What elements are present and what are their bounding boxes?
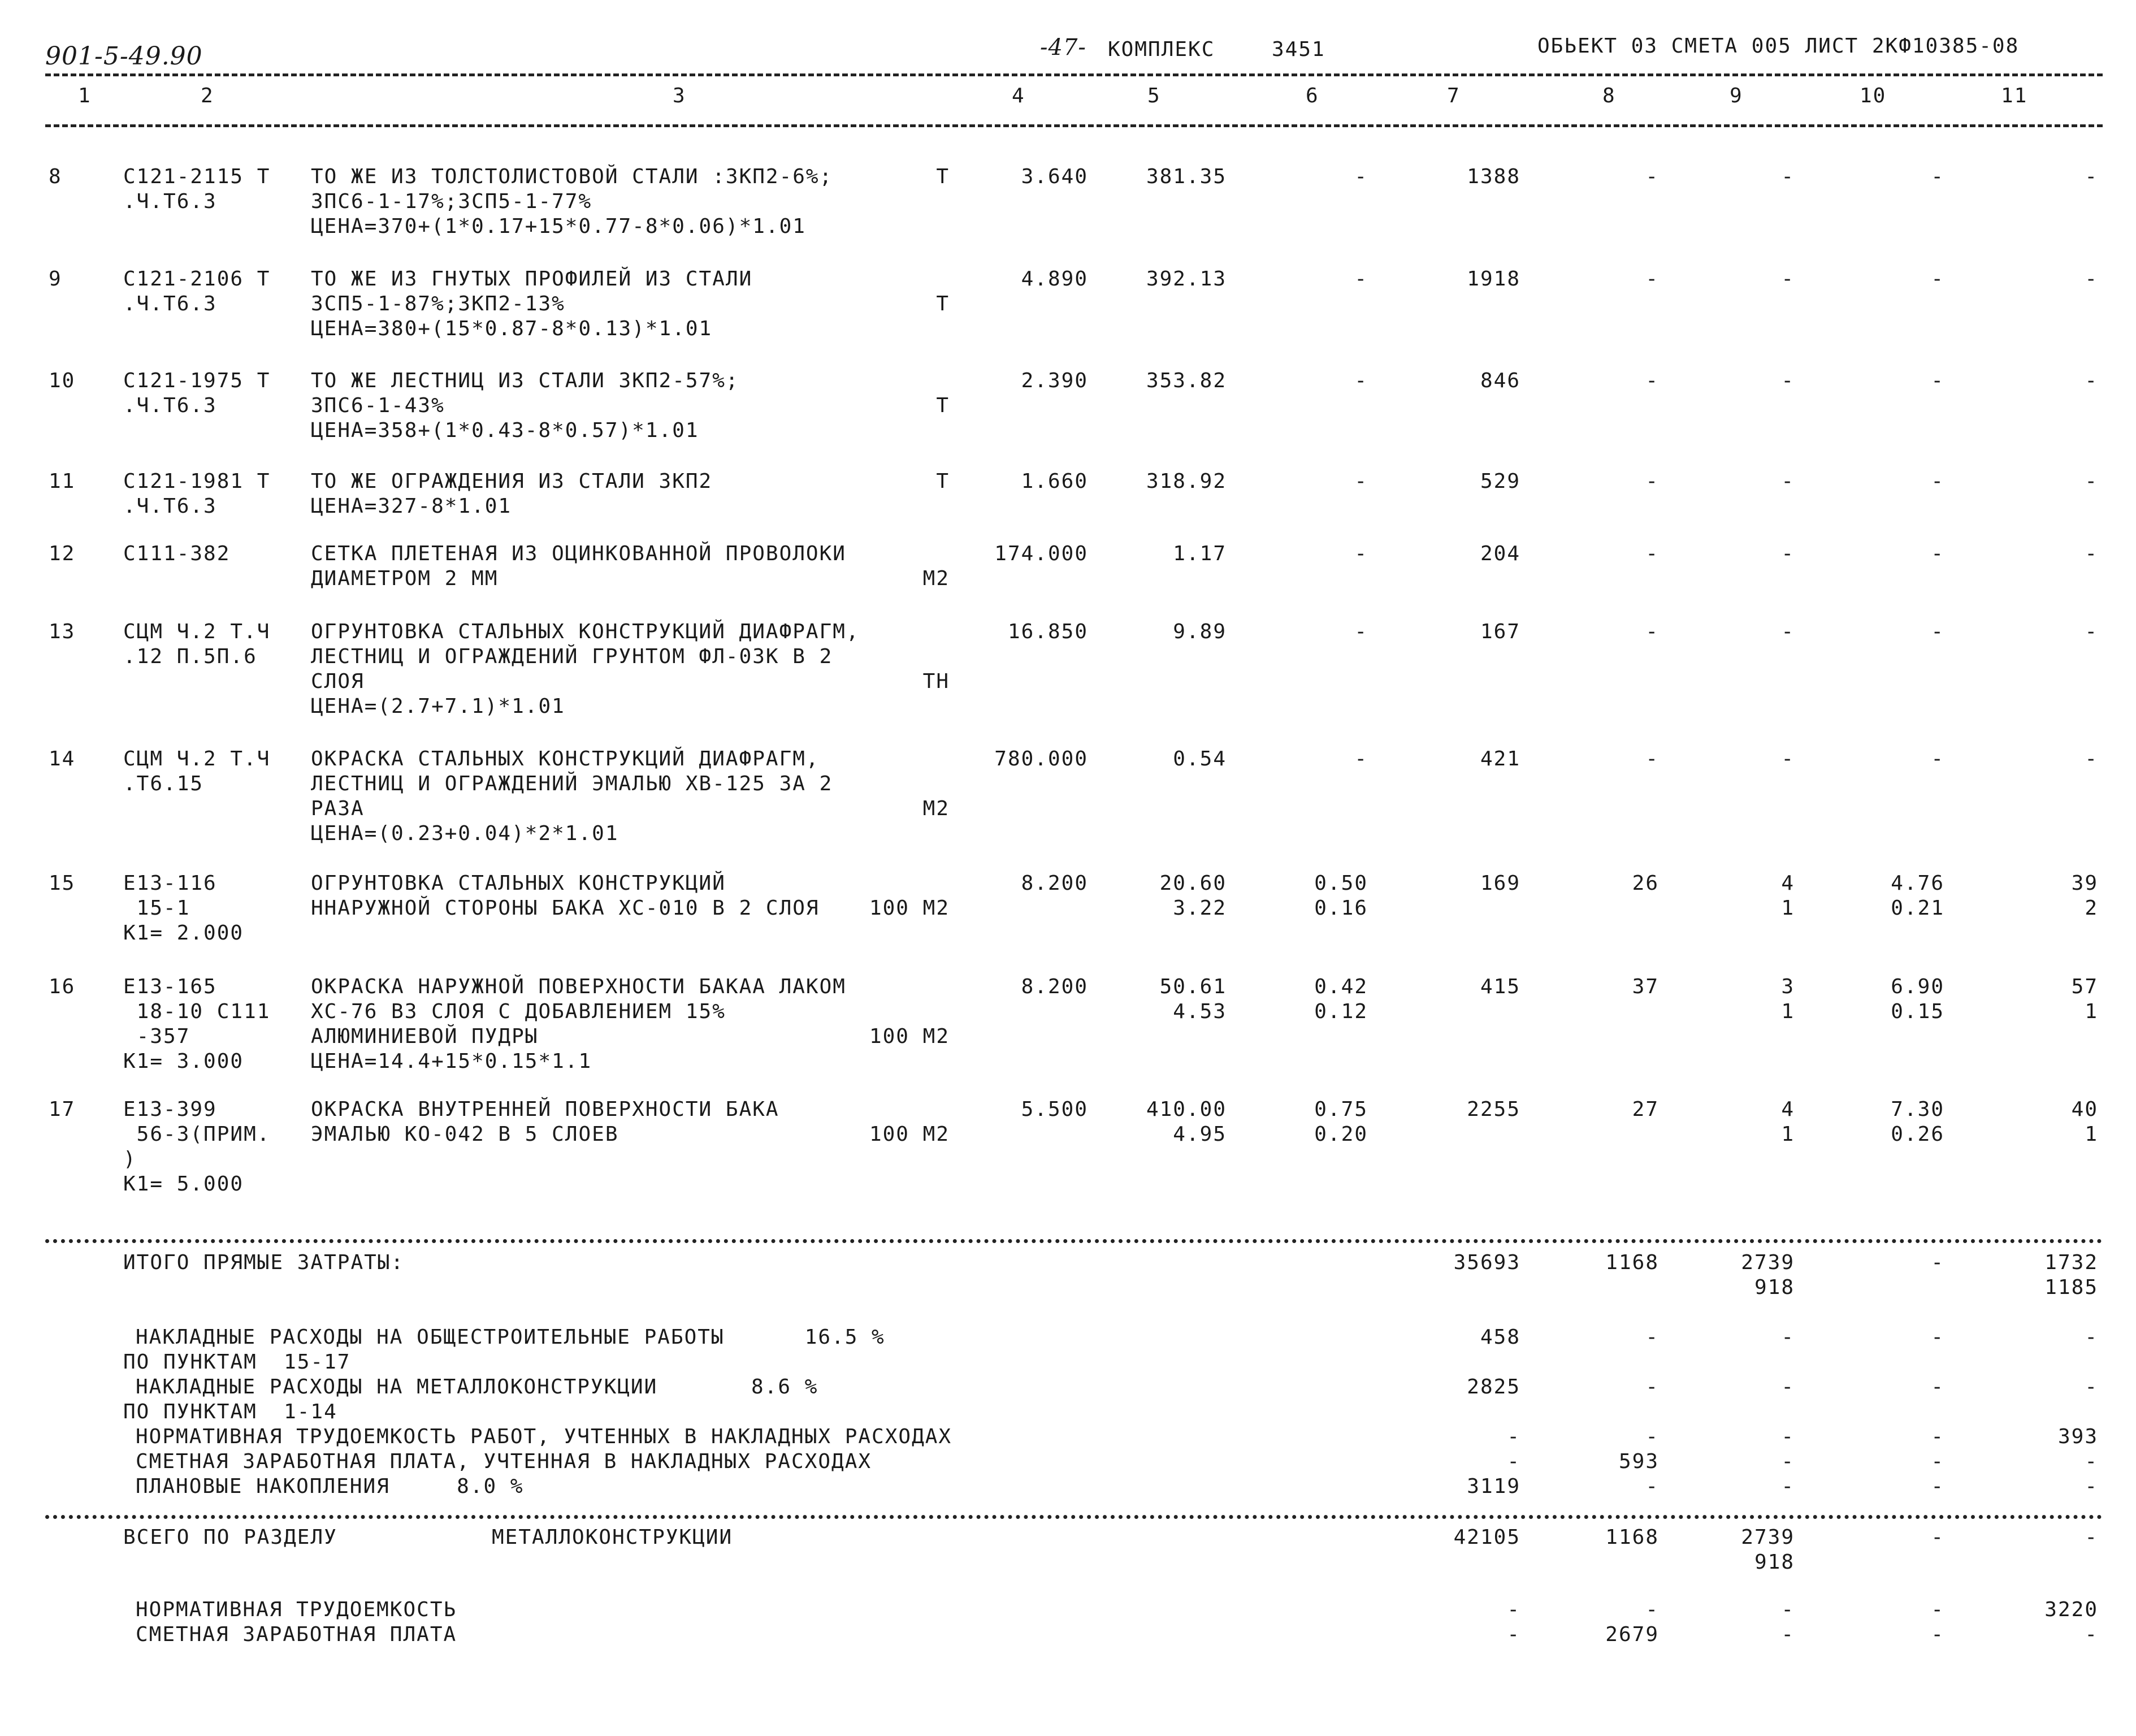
- col-number: 7: [1447, 84, 1461, 107]
- total-c9: -: [1781, 1623, 1795, 1646]
- work-description: ЦЕНА=(2.7+7.1)*1.01: [311, 695, 565, 718]
- col-6-value: -: [1354, 542, 1368, 565]
- unit-price: 4.95: [1173, 1123, 1227, 1146]
- row-number: 10: [49, 369, 76, 392]
- total-c11: -: [2085, 1450, 2098, 1473]
- col-number: 6: [1306, 84, 1319, 107]
- total-c7: 3119: [1467, 1475, 1520, 1498]
- row-number: 9: [49, 267, 62, 291]
- unit-of-measure: 100 М2: [869, 1025, 950, 1048]
- col-11-value: -: [2085, 369, 2098, 392]
- total-c9: -: [1781, 1425, 1795, 1448]
- unit-price: 20.60: [1159, 872, 1227, 895]
- col-6-value: 0.12: [1314, 1000, 1368, 1023]
- col-6-value: -: [1354, 267, 1368, 291]
- row-number: 8: [49, 165, 62, 188]
- rate-code: СЦМ Ч.2 Т.Ч: [123, 620, 271, 643]
- quantity: 8.200: [1021, 975, 1088, 998]
- estimated-wage-label: СМЕТНАЯ ЗАРАБОТНАЯ ПЛАТА: [136, 1623, 457, 1646]
- total-cost: 421: [1480, 747, 1520, 770]
- rate-code: .Ч.Т6.3: [123, 190, 217, 213]
- section-total-label: ВСЕГО ПО РАЗДЕЛУ: [123, 1526, 337, 1549]
- total-c11: 3220: [2044, 1598, 2098, 1621]
- work-description: ЦЕНА=370+(1*0.17+15*0.77-8*0.06)*1.01: [311, 215, 806, 238]
- rate-code: СЦМ Ч.2 Т.Ч: [123, 747, 271, 770]
- unit-price: 392.13: [1146, 267, 1227, 291]
- total-c11: -: [2085, 1375, 2098, 1399]
- total-c9: -: [1781, 1598, 1795, 1621]
- col-9-value: -: [1781, 369, 1795, 392]
- rate-code: Е13-116: [123, 872, 217, 895]
- direct-costs-label: ИТОГО ПРЯМЫЕ ЗАТРАТЫ:: [123, 1251, 405, 1274]
- rate-code: ): [123, 1148, 137, 1171]
- labor-overhead-label: НОРМАТИВНАЯ ТРУДОЕМКОСТЬ РАБОТ, УЧТЕННЫХ В НАКЛАДНЫХ РАСХОДАХ: [136, 1425, 952, 1448]
- complex-number: 3451: [1272, 38, 1325, 61]
- total-cost: 1918: [1467, 267, 1520, 291]
- unit-price: 0.54: [1173, 747, 1227, 770]
- quantity: 1.660: [1021, 470, 1088, 493]
- col-9-value: -: [1781, 747, 1795, 770]
- col-11-value: -: [2085, 747, 2098, 770]
- unit-of-measure: 100 М2: [869, 1123, 950, 1146]
- quantity: 5.500: [1021, 1098, 1088, 1121]
- col-11-value: 57: [2071, 975, 2098, 998]
- col-number: 9: [1730, 84, 1743, 107]
- total-cost: 846: [1480, 369, 1520, 392]
- rate-code: Е13-165: [123, 975, 217, 998]
- total-c7: -: [1507, 1598, 1520, 1621]
- col-10-value: 0.21: [1891, 897, 1944, 920]
- col-6-value: 0.75: [1314, 1098, 1368, 1121]
- unit-price: 318.92: [1146, 470, 1227, 493]
- col-number: 8: [1602, 84, 1616, 107]
- rate-code: С121-1975 Т: [123, 369, 271, 392]
- total-c8: 1168: [1605, 1251, 1659, 1274]
- col-6-value: 0.42: [1314, 975, 1368, 998]
- work-description: ЭМАЛЬЮ КО-042 В 5 СЛОЕВ: [311, 1123, 619, 1146]
- total-c10: -: [1931, 1425, 1944, 1448]
- work-description: ЦЕНА=(0.23+0.04)*2*1.01: [311, 822, 619, 845]
- col-9-value: -: [1781, 620, 1795, 643]
- col-11-value: 39: [2071, 872, 2098, 895]
- rate-code: -357: [123, 1025, 190, 1048]
- total-cost: 529: [1480, 470, 1520, 493]
- work-description: ДИАМЕТРОМ 2 ММ: [311, 567, 499, 590]
- unit-price: 381.35: [1146, 165, 1227, 188]
- col-number: 4: [1012, 84, 1025, 107]
- col-8-value: -: [1645, 747, 1659, 770]
- col-11-value: -: [2085, 165, 2098, 188]
- total-c10: -: [1931, 1475, 1944, 1498]
- total-c10: -: [1931, 1526, 1944, 1549]
- row-number: 16: [49, 975, 76, 998]
- col-8-value: -: [1645, 165, 1659, 188]
- col-9-value: 1: [1781, 1123, 1795, 1146]
- col-6-value: -: [1354, 747, 1368, 770]
- col-10-value: 0.15: [1891, 1000, 1944, 1023]
- total-c8: -: [1645, 1375, 1659, 1399]
- col-10-value: 0.26: [1891, 1123, 1944, 1146]
- work-description: ТО ЖЕ ОГРАЖДЕНИЯ ИЗ СТАЛИ 3КП2: [311, 470, 713, 493]
- rate-code: С121-1981 Т: [123, 470, 271, 493]
- total-c8: 1168: [1605, 1526, 1659, 1549]
- total-c10: -: [1931, 1598, 1944, 1621]
- unit-of-measure: Т: [936, 165, 950, 188]
- work-description: СЕТКА ПЛЕТЕНАЯ ИЗ ОЦИНКОВАННОЙ ПРОВОЛОКИ: [311, 542, 846, 565]
- col-6-value: -: [1354, 620, 1368, 643]
- col-11-value: -: [2085, 267, 2098, 291]
- work-description: 3ПС6-1-43%: [311, 394, 445, 417]
- total-c9: -: [1781, 1326, 1795, 1349]
- work-description: ХС-76 ВЗ СЛОЯ С ДОБАВЛЕНИЕМ 15%: [311, 1000, 726, 1023]
- col-6-value: -: [1354, 470, 1368, 493]
- rate-code: 56-3(ПРИМ.: [123, 1123, 271, 1146]
- col-10-value: -: [1931, 470, 1944, 493]
- work-description: ТО ЖЕ ЛЕСТНИЦ ИЗ СТАЛИ 3КП2-57%;: [311, 369, 739, 392]
- work-description: ОКРАСКА ВНУТРЕННЕЙ ПОВЕРХНОСТИ БАКА: [311, 1098, 779, 1121]
- quantity: 780.000: [994, 747, 1088, 770]
- total-c9: 2739: [1741, 1526, 1795, 1549]
- unit-of-measure: М2: [922, 797, 950, 820]
- work-description: АЛЮМИНИЕВОЙ ПУДРЫ: [311, 1025, 539, 1048]
- col-10-value: -: [1931, 542, 1944, 565]
- col-10-value: 6.90: [1891, 975, 1944, 998]
- col-9-value: -: [1781, 542, 1795, 565]
- unit-price: 353.82: [1146, 369, 1227, 392]
- total-c8: 593: [1618, 1450, 1659, 1473]
- total-c7: 2825: [1467, 1375, 1520, 1399]
- col-10-value: -: [1931, 369, 1944, 392]
- work-description: ОГРУНТОВКА СТАЛЬНЫХ КОНСТРУКЦИЙ ДИАФРАГМ,: [311, 620, 860, 643]
- col-11-value: 2: [2085, 897, 2098, 920]
- rate-code: С111-382: [123, 542, 231, 565]
- total-c10: -: [1931, 1251, 1944, 1274]
- work-description: ОКРАСКА НАРУЖНОЙ ПОВЕРХНОСТИ БАКАА ЛАКОМ: [311, 975, 846, 998]
- total-c7: -: [1507, 1623, 1520, 1646]
- rate-code: .Ч.Т6.3: [123, 495, 217, 518]
- work-description: ОГРУНТОВКА СТАЛЬНЫХ КОНСТРУКЦИЙ: [311, 872, 726, 895]
- work-description: СЛОЯ: [311, 670, 365, 693]
- col-8-value: -: [1645, 369, 1659, 392]
- section-name: МЕТАЛЛОКОНСТРУКЦИИ: [492, 1526, 733, 1549]
- total-c11: 1185: [2044, 1276, 2098, 1299]
- col-6-value: 0.16: [1314, 897, 1368, 920]
- col-6-value: -: [1354, 369, 1368, 392]
- col-11-value: -: [2085, 620, 2098, 643]
- quantity: 8.200: [1021, 872, 1088, 895]
- rate-code: 15-1: [123, 897, 190, 920]
- total-c11: 393: [2057, 1425, 2098, 1448]
- col-number: 2: [201, 84, 214, 107]
- total-c11: -: [2085, 1475, 2098, 1498]
- row-number: 11: [49, 470, 76, 493]
- total-c7: 42105: [1453, 1526, 1520, 1549]
- total-c7: -: [1507, 1425, 1520, 1448]
- document-number: 901-5-49.90: [45, 42, 203, 71]
- col-8-value: 37: [1632, 975, 1659, 998]
- rate-code: .Т6.15: [123, 772, 204, 795]
- work-description: ЛЕСТНИЦ И ОГРАЖДЕНИЙ ЭМАЛЬЮ ХВ-125 ЗА 2: [311, 772, 833, 795]
- total-c10: -: [1931, 1450, 1944, 1473]
- overhead-metal-items: ПО ПУНКТАМ 1-14: [123, 1400, 337, 1423]
- col-number: 3: [673, 84, 686, 107]
- rate-code: К1= 3.000: [123, 1050, 244, 1073]
- col-10-value: -: [1931, 620, 1944, 643]
- rate-code: .Ч.Т6.3: [123, 394, 217, 417]
- col-9-value: -: [1781, 470, 1795, 493]
- work-description: ЦЕНА=14.4+15*0.15*1.1: [311, 1050, 592, 1073]
- rate-code: .Ч.Т6.3: [123, 292, 217, 315]
- col-8-value: -: [1645, 470, 1659, 493]
- unit-price: 410.00: [1146, 1098, 1227, 1121]
- total-c10: -: [1931, 1375, 1944, 1399]
- col-11-value: -: [2085, 470, 2098, 493]
- unit-price: 3.22: [1173, 897, 1227, 920]
- work-description: ТО ЖЕ ИЗ ТОЛСТОЛИСТОВОЙ СТАЛИ :3КП2-6%;: [311, 165, 833, 188]
- work-description: ЛЕСТНИЦ И ОГРАЖДЕНИЙ ГРУНТОМ ФЛ-03К В 2: [311, 645, 833, 668]
- rate-code: К1= 2.000: [123, 921, 244, 945]
- overhead-general-label: НАКЛАДНЫЕ РАСХОДЫ НА ОБЩЕСТРОИТЕЛЬНЫЕ РАБОТЫ 16.5 %: [136, 1326, 885, 1349]
- labor-intensity-label: НОРМАТИВНАЯ ТРУДОЕМКОСТЬ: [136, 1598, 457, 1621]
- unit-of-measure: 100 М2: [869, 897, 950, 920]
- unit-price: 4.53: [1173, 1000, 1227, 1023]
- total-c8: 2679: [1605, 1623, 1659, 1646]
- work-description: ЦЕНА=358+(1*0.43-8*0.57)*1.01: [311, 419, 699, 442]
- quantity: 2.390: [1021, 369, 1088, 392]
- unit-of-measure: Т: [936, 470, 950, 493]
- total-cost: 167: [1480, 620, 1520, 643]
- total-c9: 2739: [1741, 1251, 1795, 1274]
- rate-code: С121-2106 Т: [123, 267, 271, 291]
- unit-of-measure: ТН: [922, 670, 950, 693]
- total-c9: -: [1781, 1450, 1795, 1473]
- rate-code: Е13-399: [123, 1098, 217, 1121]
- total-c7: 35693: [1453, 1251, 1520, 1274]
- total-c11: -: [2085, 1326, 2098, 1349]
- quantity: 3.640: [1021, 165, 1088, 188]
- total-cost: 1388: [1467, 165, 1520, 188]
- overhead-general-items: ПО ПУНКТАМ 15-17: [123, 1350, 351, 1374]
- rate-code: К1= 5.000: [123, 1172, 244, 1196]
- page-mark: -47-: [1040, 34, 1086, 60]
- work-description: ЦЕНА=327-8*1.01: [311, 495, 512, 518]
- total-c9: 918: [1754, 1551, 1795, 1574]
- col-number: 10: [1860, 84, 1887, 107]
- row-number: 12: [49, 542, 76, 565]
- col-11-value: 40: [2071, 1098, 2098, 1121]
- total-c11: -: [2085, 1526, 2098, 1549]
- col-6-value: 0.50: [1314, 872, 1368, 895]
- col-10-value: -: [1931, 267, 1944, 291]
- complex-label: КОМПЛЕКС: [1108, 38, 1215, 61]
- header-top-rule: [45, 73, 2103, 76]
- total-c10: -: [1931, 1326, 1944, 1349]
- total-c8: -: [1645, 1598, 1659, 1621]
- col-8-value: -: [1645, 542, 1659, 565]
- col-9-value: 3: [1781, 975, 1795, 998]
- total-cost: 204: [1480, 542, 1520, 565]
- col-9-value: 1: [1781, 1000, 1795, 1023]
- col-number: 5: [1147, 84, 1161, 107]
- wage-overhead-label: СМЕТНАЯ ЗАРАБОТНАЯ ПЛАТА, УЧТЕННАЯ В НАКЛАДНЫХ РАСХОДАХ: [136, 1450, 872, 1473]
- rate-code: .12 П.5П.6: [123, 645, 257, 668]
- work-description: ТО ЖЕ ИЗ ГНУТЫХ ПРОФИЛЕЙ ИЗ СТАЛИ: [311, 267, 753, 291]
- rate-code: С121-2115 Т: [123, 165, 271, 188]
- col-8-value: -: [1645, 620, 1659, 643]
- work-description: ННАРУЖНОЙ СТОРОНЫ БАКА ХС-010 В 2 СЛОЯ: [311, 897, 820, 920]
- col-6-value: -: [1354, 165, 1368, 188]
- col-9-value: -: [1781, 165, 1795, 188]
- total-c9: 918: [1754, 1276, 1795, 1299]
- planned-savings-label: ПЛАНОВЫЕ НАКОПЛЕНИЯ 8.0 %: [136, 1475, 524, 1498]
- total-c11: 1732: [2044, 1251, 2098, 1274]
- overhead-metal-label: НАКЛАДНЫЕ РАСХОДЫ НА МЕТАЛЛОКОНСТРУКЦИИ 8.6 %: [136, 1375, 818, 1399]
- col-10-value: 4.76: [1891, 872, 1944, 895]
- total-c9: -: [1781, 1375, 1795, 1399]
- col-8-value: -: [1645, 267, 1659, 291]
- col-11-value: 1: [2085, 1000, 2098, 1023]
- col-10-value: 7.30: [1891, 1098, 1944, 1121]
- work-description: РАЗА: [311, 797, 365, 820]
- col-6-value: 0.20: [1314, 1123, 1368, 1146]
- object-info: ОБЬЕКТ 03 СМЕТА 005 ЛИСТ 2КФ10385-08: [1537, 34, 2020, 58]
- total-c8: -: [1645, 1425, 1659, 1448]
- col-10-value: -: [1931, 165, 1944, 188]
- row-number: 14: [49, 747, 76, 770]
- col-11-value: 1: [2085, 1123, 2098, 1146]
- row-number: 15: [49, 872, 76, 895]
- work-description: ЦЕНА=380+(15*0.87-8*0.13)*1.01: [311, 317, 713, 340]
- unit-of-measure: Т: [936, 292, 950, 315]
- col-9-value: 4: [1781, 872, 1795, 895]
- total-c7: -: [1507, 1450, 1520, 1473]
- unit-price: 1.17: [1173, 542, 1227, 565]
- rate-code: 18-10 С111: [123, 1000, 271, 1023]
- total-c7: 458: [1480, 1326, 1520, 1349]
- col-number: 11: [2001, 84, 2028, 107]
- col-9-value: 4: [1781, 1098, 1795, 1121]
- row-number: 17: [49, 1098, 76, 1121]
- row-number: 13: [49, 620, 76, 643]
- col-10-value: -: [1931, 747, 1944, 770]
- total-cost: 169: [1480, 872, 1520, 895]
- col-8-value: 27: [1632, 1098, 1659, 1121]
- work-description: 3ПС6-1-17%;3СП5-1-77%: [311, 190, 592, 213]
- quantity: 4.890: [1021, 267, 1088, 291]
- total-cost: 2255: [1467, 1098, 1520, 1121]
- total-cost: 415: [1480, 975, 1520, 998]
- section-rule: [45, 1515, 2103, 1519]
- col-9-value: -: [1781, 267, 1795, 291]
- header-bottom-rule: [45, 124, 2103, 127]
- unit-of-measure: М2: [922, 567, 950, 590]
- col-number: 1: [78, 84, 92, 107]
- total-c11: -: [2085, 1623, 2098, 1646]
- col-9-value: 1: [1781, 897, 1795, 920]
- totals-top-rule: [45, 1239, 2103, 1243]
- work-description: 3СП5-1-87%;3КП2-13%: [311, 292, 565, 315]
- col-11-value: -: [2085, 542, 2098, 565]
- col-8-value: 26: [1632, 872, 1659, 895]
- total-c8: -: [1645, 1475, 1659, 1498]
- quantity: 16.850: [1007, 620, 1088, 643]
- unit-price: 9.89: [1173, 620, 1227, 643]
- unit-price: 50.61: [1159, 975, 1227, 998]
- unit-of-measure: Т: [936, 394, 950, 417]
- total-c8: -: [1645, 1326, 1659, 1349]
- total-c9: -: [1781, 1475, 1795, 1498]
- work-description: ОКРАСКА СТАЛЬНЫХ КОНСТРУКЦИЙ ДИАФРАГМ,: [311, 747, 820, 770]
- quantity: 174.000: [994, 542, 1088, 565]
- total-c10: -: [1931, 1623, 1944, 1646]
